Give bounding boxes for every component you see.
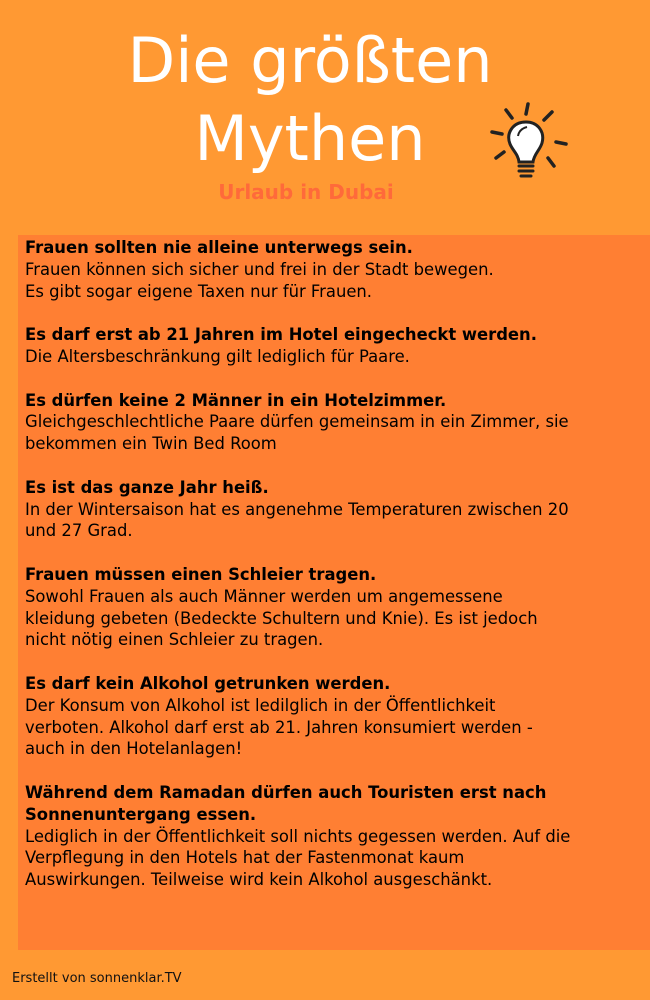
myth-item <box>25 673 635 760</box>
myth-heading: Frauen müssen einen Schleier tragen. <box>25 564 377 584</box>
myth-item <box>25 564 635 651</box>
myth-text-line: auch in den Hotelanlagen! <box>25 739 243 759</box>
myth-text-line: nicht nötig einen Schleier zu tragen. <box>25 630 324 650</box>
myth-heading: Es dürfen keine 2 Männer in ein Hotelzimmer. <box>25 390 447 410</box>
footer-credit: Erstellt von sonnenklar.TV <box>12 971 182 986</box>
myth-item <box>25 324 635 368</box>
myth-text-line: verboten. Alkohol darf erst ab 21. Jahren konsumiert werden - <box>25 717 533 737</box>
lightbulb-icon <box>486 96 570 186</box>
title-line-1: Die größten <box>127 24 493 97</box>
myth-item <box>25 237 635 302</box>
myth-text-line: Der Konsum von Alkohol ist ledilglich in der Öffentlichkeit <box>25 695 496 715</box>
myth-heading: Frauen sollten nie alleine unterwegs sein. <box>25 238 413 257</box>
myth-item <box>25 390 635 455</box>
myth-item <box>25 477 635 542</box>
subtitle: Urlaub in Dubai <box>218 180 394 204</box>
myth-text-line: Gleichgeschlechtliche Paare dürfen gemeinsam in ein Zimmer, sie <box>25 412 569 432</box>
myth-list <box>25 237 635 913</box>
myth-text-line: bekommen ein Twin Bed Room <box>25 434 277 454</box>
myth-text-line: kleidung gebeten (Bedeckte Schultern und Knie). Es ist jedoch <box>25 608 538 628</box>
myth-heading: Es darf kein Alkohol getrunken werden. <box>25 673 391 693</box>
title-line-2: Mythen <box>194 102 426 175</box>
myth-text-line: und 27 Grad. <box>25 521 133 541</box>
myth-heading: Es ist das ganze Jahr heiß. <box>25 477 269 497</box>
myth-text-line: Frauen können sich sicher und frei in der Stadt bewegen. <box>25 259 494 279</box>
myth-text-line: Lediglich in der Öffentlichkeit soll nichts gegessen werden. Auf die <box>25 826 571 846</box>
myth-heading: Während dem Ramadan dürfen auch Touristen erst nach Sonnenuntergang essen. <box>25 782 547 824</box>
myth-item <box>25 782 635 891</box>
myth-text-line: Es gibt sogar eigene Taxen nur für Frauen. <box>25 281 373 301</box>
myth-text-line: Auswirkungen. Teilweise wird kein Alkohol ausgeschänkt. <box>25 870 493 890</box>
myth-text-line: Die Altersbeschränkung gilt lediglich für Paare. <box>25 346 410 366</box>
myth-heading: Es darf erst ab 21 Jahren im Hotel eingecheckt werden. <box>25 325 537 345</box>
myth-text-line: Verpflegung in den Hotels hat der Fastenmonat kaum <box>25 848 465 868</box>
myth-text-line: In der Wintersaison hat es angenehme Temperaturen zwischen 20 <box>25 499 569 519</box>
myth-text-line: Sowohl Frauen als auch Männer werden um angemessene <box>25 586 503 606</box>
